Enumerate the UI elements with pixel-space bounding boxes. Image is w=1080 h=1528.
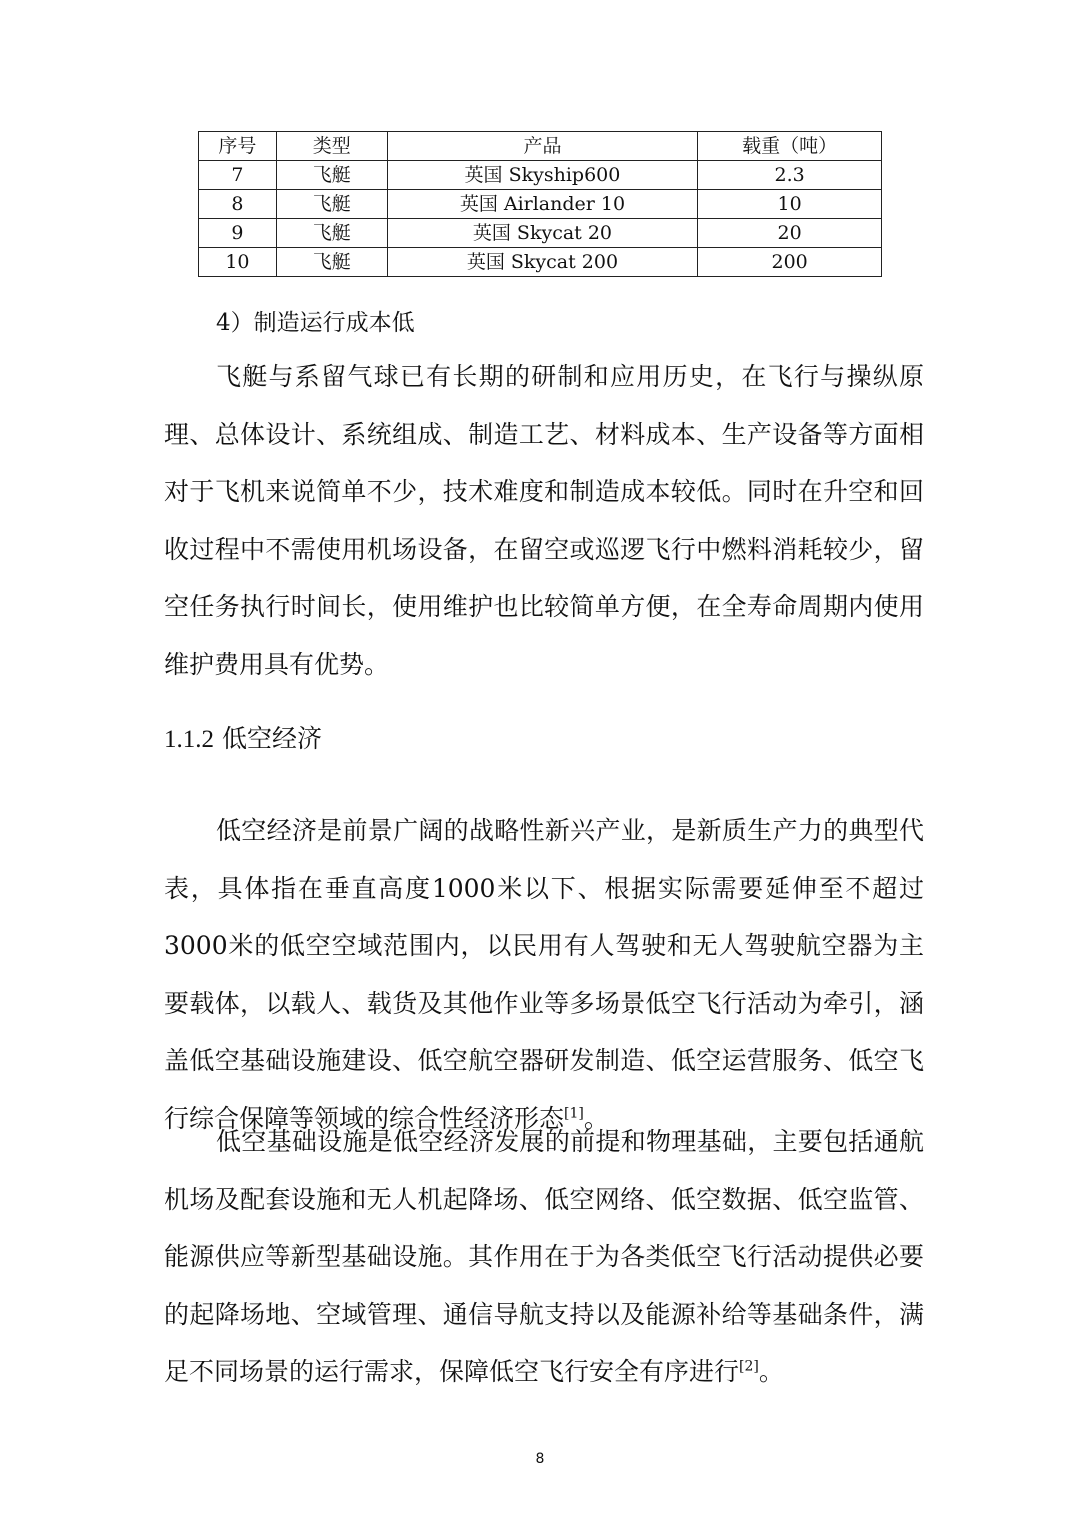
section-title: 低空经济 bbox=[221, 724, 322, 753]
paragraph-low-altitude-economy bbox=[164, 802, 924, 1147]
paragraph-text: 低空经济是前景广阔的战略性新兴产业，是新质生产力的典型代表，具体指在垂直高度1000米以下、根据实际需要延伸至不超过3000米的低空空域范围内，以民用有人驾驶和无人驾驶航空器为主要载体，以载人、载货及其他作业等多场景低空飞行活动为牵引，涵盖低空基础设施建设、低空航空器研发制造、低空运营服务、低空飞行综合保障等领域的综合性经济形态 bbox=[164, 816, 924, 1133]
cell-payload: 200 bbox=[698, 248, 882, 277]
paragraph-text: 低空基础设施是低空经济发展的前提和物理基础，主要包括通航机场及配套设施和无人机起降场、低空网络、低空数据、低空监管、能源供应等新型基础设施。其作用在于为各类低空飞行活动提供必要的起降场地、空域管理、通信导航支持以及能源补给等基础条件，满足不同场景的运行需求，保障低空飞行安全有序进行 bbox=[164, 1127, 924, 1386]
header-type: 类型 bbox=[276, 132, 387, 161]
section-heading bbox=[164, 720, 322, 759]
header-product: 产品 bbox=[387, 132, 698, 161]
cell-product: 英国 Skyship600 bbox=[387, 161, 698, 190]
citation-ref[interactable]: [2] bbox=[739, 1358, 759, 1375]
table-row bbox=[199, 161, 882, 190]
header-index: 序号 bbox=[199, 132, 277, 161]
cell-type: 飞艇 bbox=[276, 248, 387, 277]
paragraph-end: 。 bbox=[583, 1103, 609, 1133]
table-row bbox=[199, 219, 882, 248]
table-row bbox=[199, 190, 882, 219]
table-header-row bbox=[199, 132, 882, 161]
paragraph-cost-advantages: 飞艇与系留气球已有长期的研制和应用历史，在飞行与操纵原理、总体设计、系统组成、制造工艺、材料成本、生产设备等方面相对于飞机来说简单不少，技术难度和制造成本较低。同时在升空和回收过程中不需使用机场设备，在留空或巡逻飞行中燃料消耗较少，留空任务执行时间长，使用维护也比较简单方便，在全寿命周期内使用维护费用具有优势。 bbox=[164, 362, 924, 679]
table-row bbox=[199, 248, 882, 277]
citation-ref[interactable]: [1] bbox=[564, 1105, 584, 1122]
cell-type: 飞艇 bbox=[276, 161, 387, 190]
cell-product: 英国 Airlander 10 bbox=[387, 190, 698, 219]
subheading-low-cost: 4）制造运行成本低 bbox=[216, 310, 415, 336]
cell-payload: 2.3 bbox=[698, 161, 882, 190]
cell-index: 7 bbox=[199, 161, 277, 190]
cell-payload: 20 bbox=[698, 219, 882, 248]
header-payload: 载重（吨） bbox=[698, 132, 882, 161]
paragraph-infrastructure bbox=[164, 1113, 924, 1401]
cell-type: 飞艇 bbox=[276, 190, 387, 219]
cell-payload: 10 bbox=[698, 190, 882, 219]
cell-index: 10 bbox=[199, 248, 277, 277]
page-number: 8 bbox=[535, 1451, 545, 1467]
cell-product: 英国 Skycat 200 bbox=[387, 248, 698, 277]
cell-index: 9 bbox=[199, 219, 277, 248]
section-number: 1.1.2 bbox=[164, 726, 214, 753]
cell-type: 飞艇 bbox=[276, 219, 387, 248]
paragraph-end: 。 bbox=[758, 1357, 784, 1386]
cell-product: 英国 Skycat 20 bbox=[387, 219, 698, 248]
cell-index: 8 bbox=[199, 190, 277, 219]
airship-payload-table bbox=[198, 131, 882, 277]
